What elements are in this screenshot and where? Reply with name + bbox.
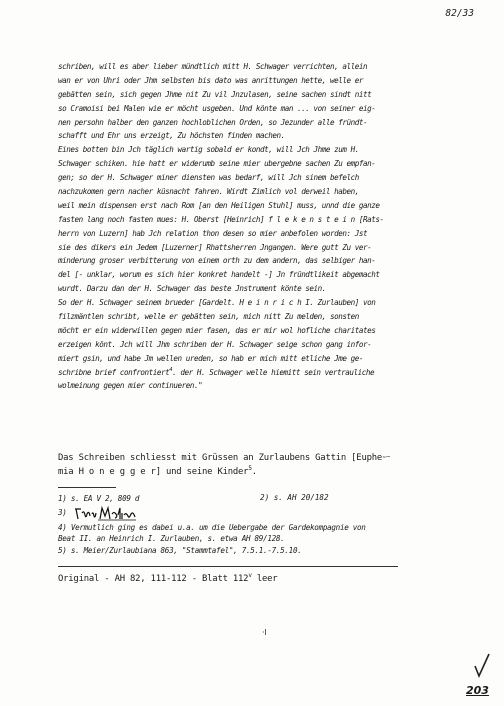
quote-line: gebätten sein, sich gegen Jhme nit Zu vil Jnzulasen, seine sachen sindt nitt [58, 89, 372, 99]
quote-line: Eines botten bin Jch täglich wartig sobald er kondt, will Jch Jhme zum H. [58, 145, 359, 155]
footnote-4-line2: Beat II. an Heinrich I. Zurlauben, s. etwa AH 89/128. [58, 534, 285, 543]
archive-stamp: 203 [466, 684, 489, 697]
quote-line: So der H. Schwager seinem brueder [Gardelt. H e i n r i c h I. Zurlauben] von [58, 298, 376, 308]
page-number: 82/33 [445, 8, 474, 19]
quote-line: minderung groser verbitterung von einem orth zu dem andern, das selbiger han- [58, 256, 376, 266]
quote-line: fasten lang noch fasten mues: H. Oberst [Heinrich] f l e k e n s t e i n [Rats- [58, 214, 384, 224]
quote-line: del [- unklar, worum es sich hier konkret handelt -] Jn fründtlikeit abgemacht [58, 270, 380, 280]
quote-line: filzmäntlen schribt, welle er gebätten sein, mich nitt Zu melden, sonsten [58, 312, 359, 322]
footnote-2: 2) s. AH 20/182 [260, 493, 329, 502]
quote-text [58, 60, 478, 393]
footnote-ref: 5 [248, 464, 252, 472]
quote-line: nachzukomen gern nacher küsnacht fahren. Wirdt Zimlich vol derweil haben, [58, 187, 359, 197]
quote-line: weil mein dispensen erst nach Rom [an den Heiligen Stuhl] muss, unnd die ganze [58, 200, 380, 210]
quote-line: wolmeinung gegen mier continueren." [58, 381, 203, 391]
footnote-1: 1) s. EA V 2, 809 d [58, 494, 140, 503]
quote-line: möcht er ein widerwillen gegen mier fasen, das er mir wol hofliche charitates [58, 325, 376, 335]
footnote-3-label: 3) [58, 508, 67, 517]
quote-line: gen; so der H. Schwager miner diensten was bedarf, will Jch sinem befelch [58, 173, 359, 183]
quote-line: wan er von Uhri oder Jhm selbsten bis dato was anrittungen hette, welle er [58, 75, 364, 85]
body-line: Das Schreiben schliesst mit Grüssen an Zurlaubens Gattin [Eupheー [58, 453, 391, 463]
body-paragraph [58, 452, 488, 479]
source-note: Original - AH 82, 111-112 - Blatt 112$^v$ leer [58, 572, 278, 584]
quote-line: Schwager schiken. hie hatt er widerumb seine mier ubergebne sachen Zu empfan- [58, 159, 376, 169]
footnote-ref: 4 [169, 366, 173, 373]
quote-line: herrn von Luzern] hab Jch relation thon desen so mier anbefolen worden: Jst [58, 228, 368, 238]
quote-line: schribne brief confrontiert$^4$. der H. Schwager welle hiemitt sein vertrauliche [58, 366, 375, 377]
footnote-divider [58, 487, 116, 488]
quote-line: schafft und Ehr uns erzeigt, Zu höchsten finden machen. [58, 131, 285, 141]
handwritten-signature [74, 505, 138, 521]
check-mark-icon [472, 652, 492, 680]
quote-line: nen persohn halber den ganzen hochloblichen Orden, so Jezunder alle fründt- [58, 117, 368, 127]
footnote-5: 5) s. Meier/Zurlaubiana 863, "Stammtafel", 7.5.1.-7.5.10. [58, 546, 302, 555]
quote-line: wurdt. Darzu dan der H. Schwager das beste Jnstrument könte sein. [58, 284, 326, 294]
quote-line: schriben, will es aber lieber mündtlich mitt H. Schwager verrichten, allein [58, 62, 368, 71]
footnote-4-line1: 4) Vermutlich ging es dabei u.a. um die Uebergabe der Gardekompagnie von [58, 523, 366, 532]
body-line: mia H o n e g g e r] und seine Kinder$^5$. [58, 464, 257, 477]
quote-line: miert gsin, und habe Jm wellen ureden, so hab er mich mitt etliche Jme ge- [58, 353, 364, 363]
quote-line: so Cramoisi bei Malen wie er möcht usgeben. Und könte man ... von seiner eig- [58, 103, 376, 113]
quote-line: erzeigen könt. Jch will Jhm schriben der H. Schwager seige schon gang infor- [58, 339, 372, 349]
source-divider [58, 566, 398, 567]
quote-line: sie des dikers ein Jedem [Luzerner] Rhattsherren Jngangen. Were gutt Zu ver- [58, 242, 372, 252]
center-mark: ·l [262, 628, 267, 637]
